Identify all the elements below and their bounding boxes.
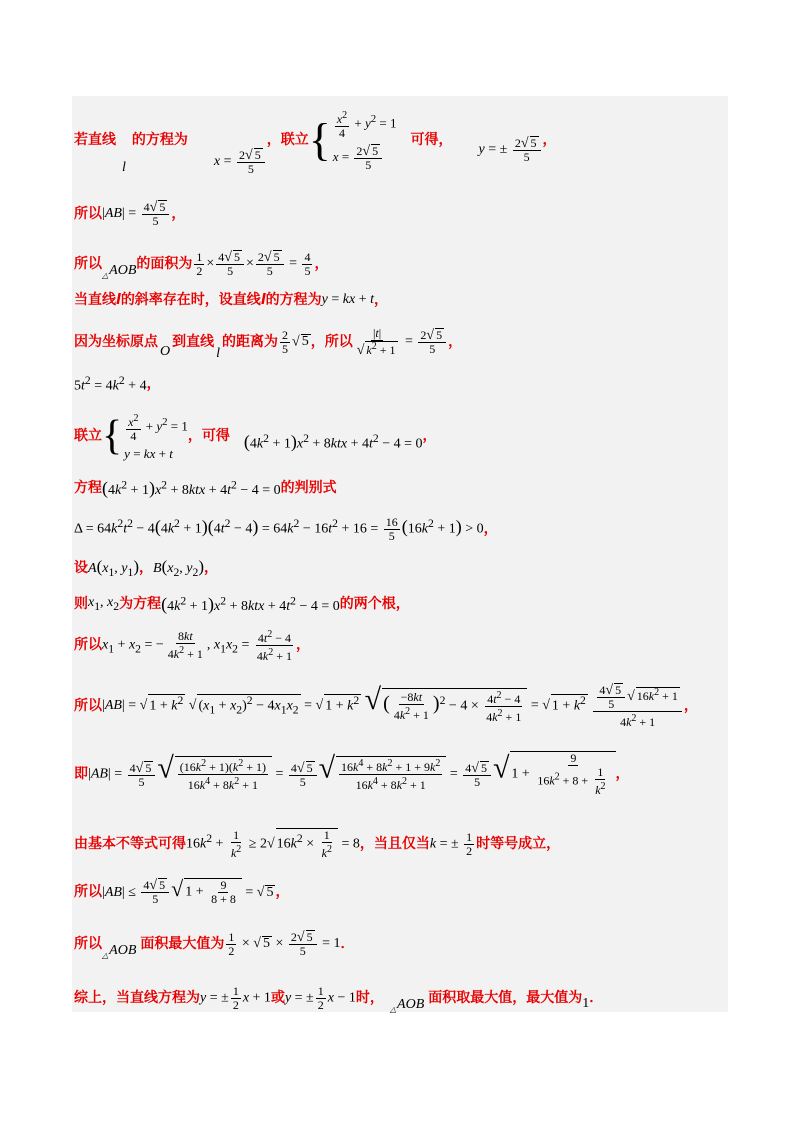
text: 的面积为 — [136, 256, 193, 272]
text: ， — [296, 637, 311, 653]
formula-ab-max: |AB| ≤ $\frac{4√ 5}{5}$ √ 1 + $\frac{9}{8 + 8}$ = √ 5 — [102, 875, 274, 907]
text: ， — [615, 766, 630, 782]
line-14 — [74, 744, 630, 804]
text: ， — [171, 206, 186, 222]
text: ， — [373, 292, 388, 308]
formula-relation: $5t^2 = 4k^2 + 4$ — [74, 373, 147, 394]
text: ，可得 — [187, 428, 230, 444]
text: 由基本不等式可得 — [74, 836, 186, 852]
text: ， — [275, 884, 290, 900]
formula-vieta: $x_1 + x_2$ = − $\frac{8kt}{4k^2 + 1}$ , $x_1x_2$ = $\frac{4t^2 - 4}{4k^2 + 1}$ — [102, 628, 293, 663]
formula-ab: |AB| = $\frac{4√ 5}{5}$ — [102, 200, 171, 228]
formula-max-area: $\frac{1}{2}$ × √ 5 × $\frac{2√ 5}{5}$ = 1 — [228, 929, 341, 958]
triangle-icon: △ — [389, 1005, 397, 1014]
text: 的方程为 — [265, 292, 322, 308]
text: 综上，当直线方程为 — [74, 990, 200, 1006]
text: 所以 — [74, 936, 102, 952]
formula-line-1: y = ± $\frac{1}{2}$ x + 1 — [200, 983, 271, 1012]
text: 的斜率存在时，设直线 — [120, 292, 261, 308]
line-17 — [74, 926, 354, 962]
text: ， — [139, 560, 153, 576]
point-a: $A(x_1$, $y_1$) — [88, 556, 139, 579]
text: 所以 — [74, 256, 102, 272]
text: 面积取最大值，最大值为 — [428, 990, 583, 1006]
formula-chord-simplified: |AB| = $\frac{4√ 5}{5}$ √ $\frac{(16k^2 + 1)(k^2 + 1)}{16k^4 + 8k^2 + 1}$ = $\frac{4√ 5}{5}$ √ $\frac{16k^4 + 8k^2 + 1 + 9k^2}{16k^4 + 8k^2 + 1}$ = $\frac{4√ 5}{5}$ √ 1 + 9 $16k^2 + 8$ + $\frac{1}{k^2}$ — [88, 751, 616, 797]
text: ， — [448, 334, 463, 350]
text: ，联立 — [266, 132, 309, 148]
formula-quadratic: $(4k^2 + 1)x^2 + 8ktx + 4t^2 - 4 = 0$ — [161, 593, 340, 614]
formula-area: $\frac{1}{2}$ × $\frac{4√ 5}{5}$ × $\frac{2√ 5}{5}$ = $\frac{4}{5}$ — [196, 249, 311, 278]
text: 所以 — [74, 884, 102, 900]
formula-line-2: y = ± $\frac{1}{2}$ x − 1 — [284, 983, 356, 1012]
line-6 — [74, 370, 161, 398]
line-3 — [74, 246, 328, 282]
symbol-l: l — [116, 292, 121, 308]
text: 或 — [270, 990, 285, 1006]
formula-distance: $\frac{2}{5}$ √ 5 — [282, 327, 309, 356]
formula-am-gm: $16k^2$ + $\frac{1}{k^2}$ ≥ 2√ $16k^2$ × $\frac{1}{k^2}$ = 8 — [186, 828, 360, 860]
text: 时， — [355, 990, 384, 1006]
text: ，当且仅当 — [359, 836, 430, 852]
line-12 — [74, 626, 310, 664]
text: 因为坐标原点 — [74, 334, 158, 350]
text: 可得， — [410, 132, 453, 148]
symbol-l: l — [260, 292, 266, 308]
line-9 — [74, 512, 498, 546]
text: ， — [204, 560, 218, 576]
text: 的方程为 — [131, 132, 188, 148]
text: 所以 — [74, 637, 102, 653]
text: 所以 — [74, 206, 102, 222]
text: 当直线 — [74, 292, 116, 308]
text: 时等号成立， — [476, 836, 561, 852]
text: ， — [314, 256, 329, 272]
formula-quadratic: $(4k^2 + 1)x^2 + 8ktx + 4t^2 - 4 = 0$ — [102, 477, 281, 498]
line-4 — [74, 286, 388, 314]
text: 到直线 — [172, 334, 215, 350]
text: 联立 — [74, 428, 102, 444]
formula-y-value: y = ± $\frac{2√ 5}{5}$ — [479, 136, 543, 164]
line-7 — [74, 410, 437, 462]
line-8 — [74, 474, 337, 502]
text: ， — [483, 521, 498, 537]
line-16 — [74, 874, 289, 910]
system-of-equations: { $\frac{x^2}{4}$ + $y^2 = 1$ y = kx + t — [102, 413, 188, 461]
line-18 — [74, 980, 603, 1016]
formula-x-value: x = $\frac{2√ 5}{5}$ — [214, 148, 267, 176]
text: ， — [422, 428, 437, 444]
line-5 — [74, 322, 462, 362]
line-10 — [74, 554, 218, 582]
text: 即 — [74, 766, 88, 782]
formula-chord-length: |AB| = √ $1 + k^2$ √ $(x_1 + x_2)^2 - 4x_1x_2$ = √ $1 + k^2$ √ ( $\frac{-8kt}{4k^2 + 1}$ )$^2$ − 4 × $\frac{4t^2 - 4}{4k^2 + 1}$ = √ $1 + k^2$ $\frac{4√ 5}{5}$ √ $16k^2 + 1$ $4k^2 + 1$ — [102, 683, 684, 729]
roots: $x_1$, $x_2$ — [88, 594, 120, 613]
text: ， — [146, 376, 161, 392]
formula-discriminant: $\Delta = 64k^2t^2 - 4(4k^2 + 1)(4t^2 - 4) = 64k^2 - 16t^2 + 16$ = $\frac{16}{5}$ $(16k^2 + 1) > 0$ — [74, 514, 484, 543]
system-of-equations: { $\frac{x^2}{4}$ + $y^2 = 1$ x = $\frac{2√ 5}{5}$ — [308, 109, 397, 172]
text: 的距离为 — [222, 334, 279, 350]
triangle-icon: △ — [102, 951, 109, 960]
text: ． — [340, 936, 355, 952]
text: 的判别式 — [280, 480, 337, 496]
text: 若直线 — [74, 132, 116, 148]
text: 面积最大值为 — [140, 936, 225, 952]
line-1 — [74, 100, 557, 180]
line-2 — [74, 196, 185, 232]
symbol-o: O — [160, 344, 171, 359]
text: 为方程 — [119, 596, 162, 612]
text: 所以 — [74, 698, 102, 714]
formula-k-value: k = ± $\frac{1}{2}$ — [429, 829, 473, 858]
line-15 — [74, 826, 560, 862]
text: 设 — [74, 560, 88, 576]
max-value: 1 — [582, 996, 590, 1011]
symbol-l: l — [122, 160, 126, 175]
triangle-aob: $_\triangle$AOB — [102, 263, 137, 280]
symbol-l: l — [216, 346, 221, 361]
triangle-aob: $_\triangle$AOB — [389, 997, 425, 1014]
text: 则 — [74, 596, 88, 612]
point-b: $B(x_2$, $y_2$) — [153, 556, 204, 579]
formula-line: y = kx + t — [321, 292, 374, 307]
triangle-aob: $_\triangle$AOB — [102, 943, 137, 960]
line-11 — [74, 590, 410, 618]
line-13 — [74, 680, 698, 732]
text: ． — [589, 990, 604, 1006]
text: 方程 — [74, 480, 102, 496]
text: ， — [542, 132, 557, 148]
text: ，所以 — [310, 334, 353, 350]
text: 的两个根， — [339, 596, 410, 612]
formula-distance-eq: $\frac{|t|}{√ k^2 + 1}$ = $\frac{2√ 5}{5}$ — [353, 327, 448, 357]
formula-quadratic: $(4k^2 + 1)x^2 + 8ktx + 4t^2 - 4 = 0$ — [243, 431, 423, 452]
text: ， — [683, 698, 698, 714]
triangle-icon: △ — [102, 271, 109, 280]
